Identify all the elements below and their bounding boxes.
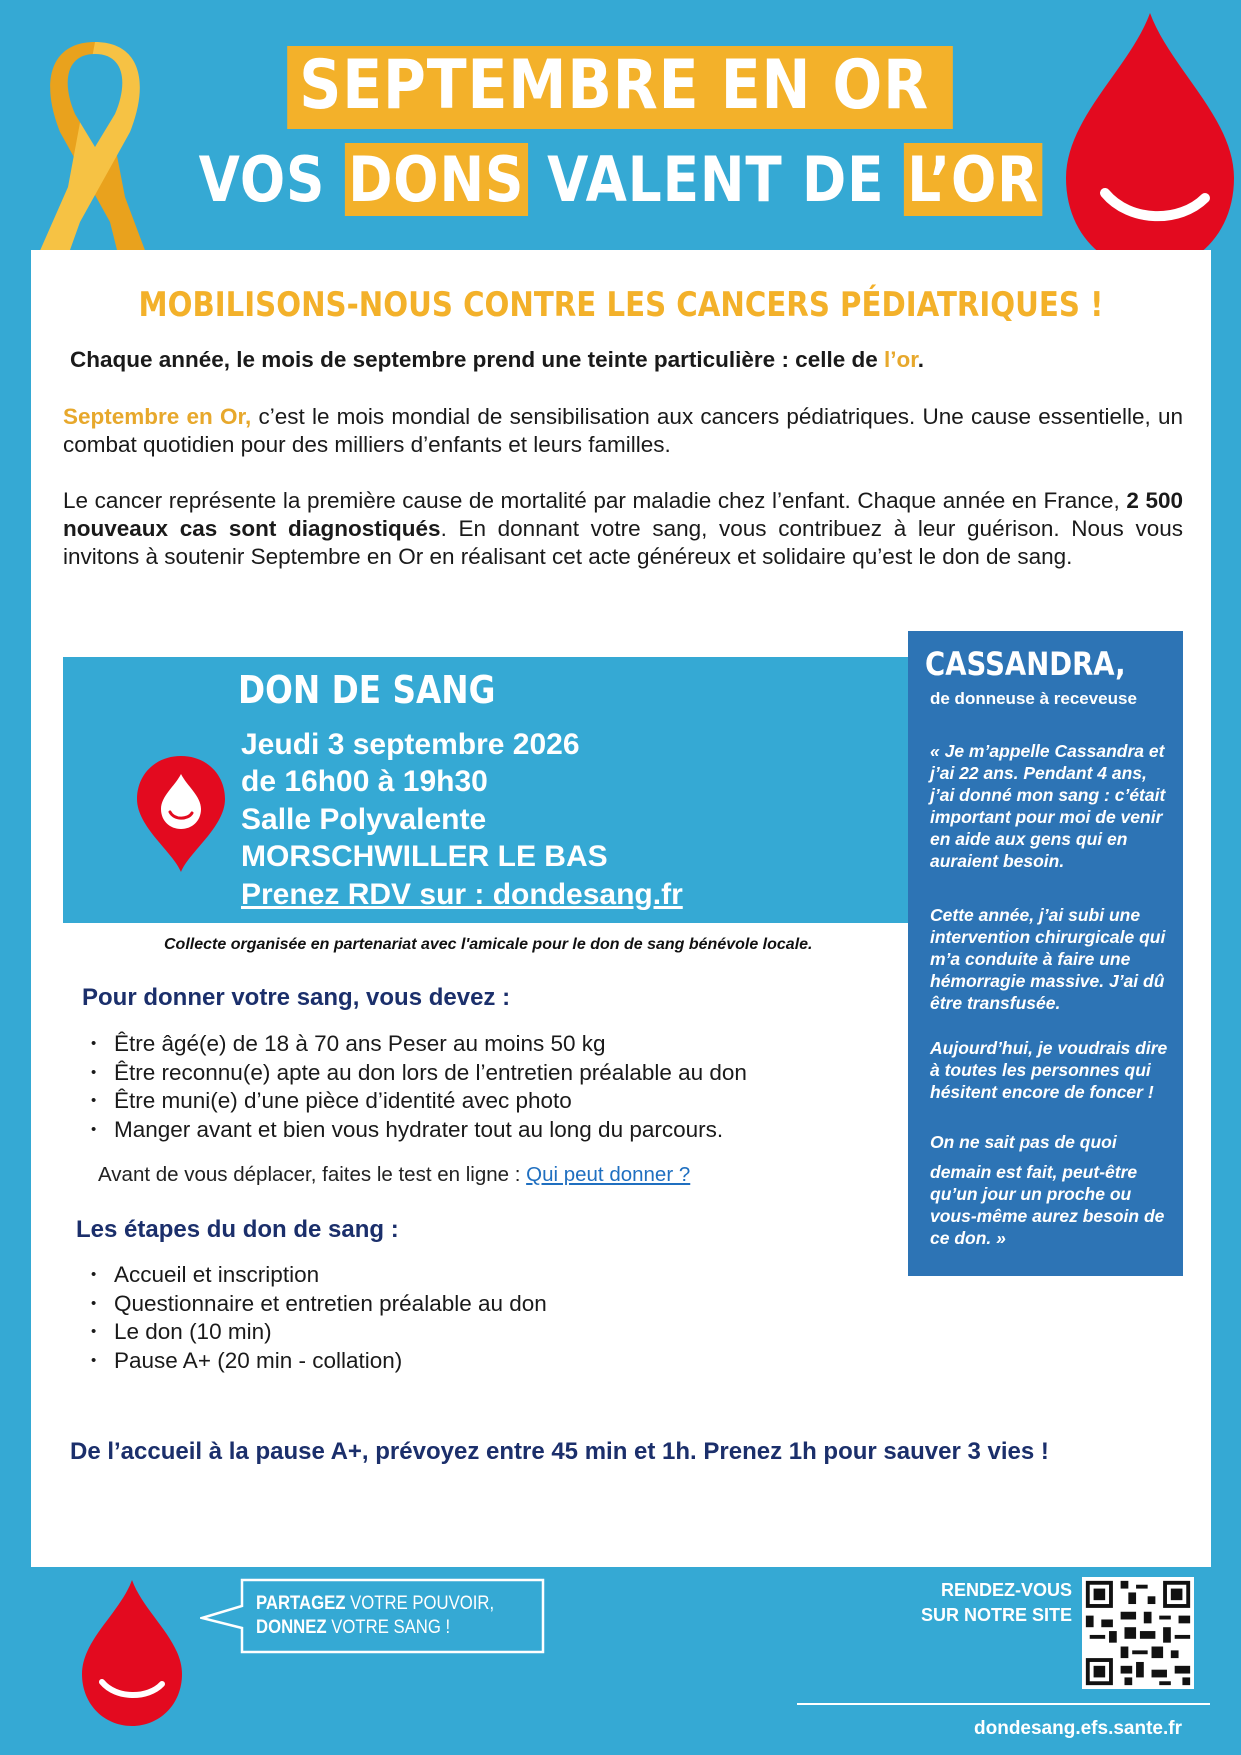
intro-paragraph-1: Chaque année, le mois de septembre prend une teinte particulière : celle de l’or. — [70, 347, 925, 372]
rdv-link[interactable]: Prenez RDV sur : dondesang.fr — [241, 878, 683, 911]
eligibility-test-text: Avant de vous déplacer, faites le test en ligne : Qui peut donner ? — [98, 1163, 691, 1186]
steps-heading: Les étapes du don de sang : — [76, 1216, 399, 1243]
event-hours: de 16h00 à 19h30 — [241, 765, 488, 798]
testimony-subtitle: de donneuse à receveuse — [930, 689, 1137, 708]
list-item: • Accueil et inscription — [88, 1261, 547, 1290]
steps-list — [88, 1261, 547, 1375]
eligibility-test-link[interactable]: Qui peut donner ? — [526, 1163, 691, 1186]
list-item: • Pause A+ (20 min - collation) — [88, 1347, 547, 1376]
main-subtitle: VOS DONS VALENT DE L’OR — [0, 143, 1241, 216]
testimony-quote: On ne sait pas de quoi — [930, 1132, 1117, 1152]
testimony-quote: Aujourd’hui, je voudrais dire à toutes les personnes qui hésitent encore de foncer ! — [930, 1038, 1168, 1102]
testimony-quote: demain est fait, peut-être qu’un jour un proche ou vous-même aurez besoin de ce don. » — [930, 1162, 1165, 1248]
list-item: • Questionnaire et entretien préalable au don — [88, 1290, 547, 1319]
requirements-heading: Pour donner votre sang, vous devez : — [82, 984, 511, 1011]
footer-divider — [797, 1703, 1210, 1705]
blood-drop-icon — [78, 1578, 186, 1728]
intro-paragraph-3: Le cancer représente la première cause de mortalité par maladie chez l’enfant. Chaque année en France, 2 500 nouveaux cas sont diagnostiqués. En donnant votre sang, vous contribuez à leur guérison. Nous vous invitons à soutenir Septembre en Or en réalisant cet acte généreux et solidaire qu’est le don de sang. — [63, 488, 1183, 569]
list-item: • Manger avant et bien vous hydrater tout au long du parcours. — [88, 1116, 747, 1145]
main-title: SEPTEMBRE EN OR — [0, 46, 1241, 129]
event-town: MORSCHWILLER LE BAS — [241, 840, 608, 873]
list-item: • Être muni(e) d’une pièce d’identité avec photo — [88, 1087, 747, 1116]
collecte-note: Collecte organisée en partenariat avec l'amicale pour le don de sang bénévole locale. — [164, 936, 813, 953]
list-item: • Être reconnu(e) apte au don lors de l’entretien préalable au don — [88, 1059, 747, 1088]
section-heading: MOBILISONS-NOUS CONTRE LES CANCERS PÉDIATRIQUES ! — [138, 285, 1104, 325]
conclusion-text: De l’accueil à la pause A+, prévoyez entre 45 min et 1h. Prenez 1h pour sauver 3 vies ! — [70, 1438, 1049, 1465]
testimony-quote: Cette année, j’ai subi une intervention chirurgicale qui m’a conduite à faire une hémorragie massive. J’ai dû être transfusée. — [930, 905, 1166, 1013]
location-pin-icon — [133, 752, 229, 874]
testimony-quote: « Je m’appelle Cassandra et j’ai 22 ans. Pendant 4 ans, j’ai donné mon sang : c’était important pour moi de venir en aide aux gens qui en auraient besoin. — [930, 741, 1166, 871]
footer-url-link[interactable]: dondesang.efs.sante.fr — [974, 1718, 1182, 1739]
intro-paragraph-2: Septembre en Or, c’est le mois mondial de sensibilisation aux cancers pédiatriques. Une cause essentielle, un combat quotidien pour des milliers d’enfants et leurs familles. — [63, 404, 1183, 457]
event-title: DON DE SANG — [238, 668, 496, 712]
rdv-site-text: RENDEZ-VOUS SUR NOTRE SITE — [920, 1580, 1072, 1625]
requirements-list — [88, 1030, 747, 1144]
event-date: Jeudi 3 septembre 2026 — [241, 728, 580, 761]
list-item: • Être âgé(e) de 18 à 70 ans Peser au moins 50 kg — [88, 1030, 747, 1059]
qr-code-icon[interactable] — [1082, 1577, 1194, 1689]
event-venue: Salle Polyvalente — [241, 803, 487, 836]
list-item: • Le don (10 min) — [88, 1318, 547, 1347]
testimony-name: CASSANDRA, — [925, 645, 1126, 683]
slogan: PARTAGEZ VOTRE POUVOIR, DONNEZ VOTRE SANG ! — [256, 1593, 495, 1638]
